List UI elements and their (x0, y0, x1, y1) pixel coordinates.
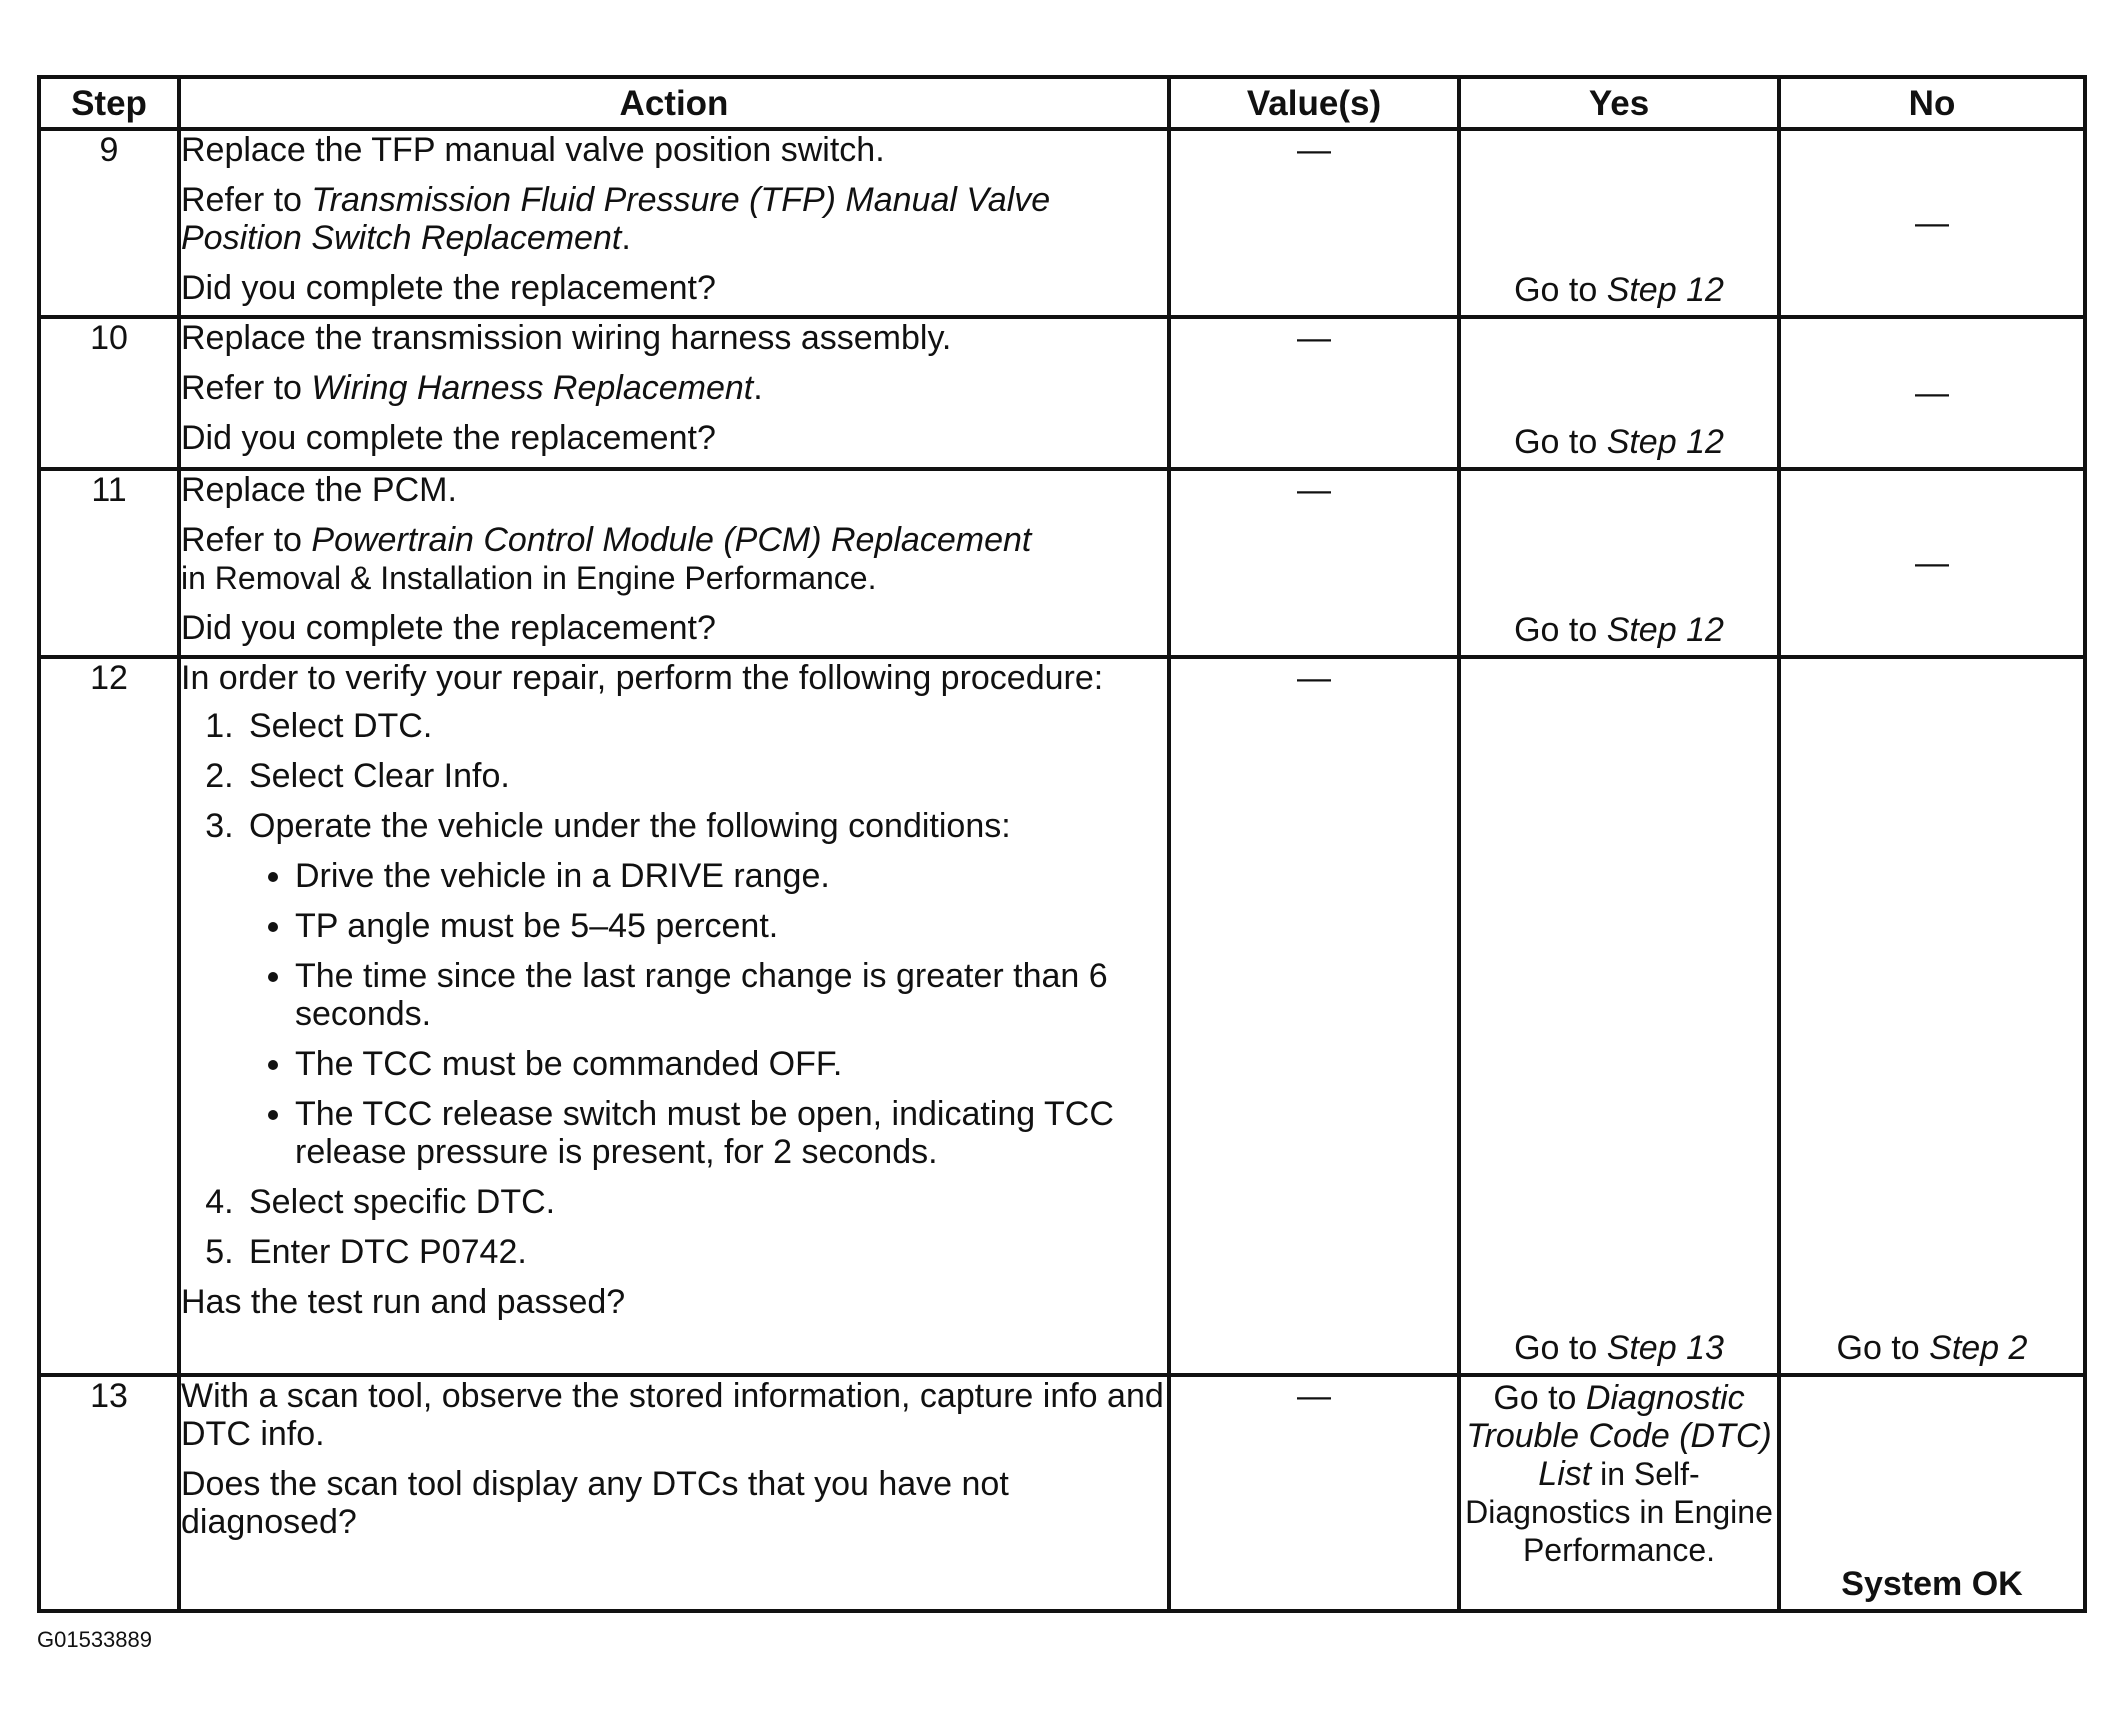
action-question: Did you complete the replacement? (181, 419, 716, 457)
step-row-13 (39, 1375, 2085, 1611)
action-instruction: With a scan tool, observe the stored information, capture info and DTC info. (181, 1377, 1164, 1453)
action-cell (179, 657, 1169, 1375)
value-cell: — (1169, 657, 1459, 1375)
value-cell: — (1169, 317, 1459, 469)
no-cell (1779, 129, 2085, 317)
action-instruction: Replace the TFP manual valve position switch. (181, 131, 885, 169)
goto-step-link: Step 12 (1606, 611, 1724, 649)
reference-location: in Removal & Installation in Engine Performance. (181, 560, 877, 596)
action-cell (179, 469, 1169, 657)
procedure-step (243, 1233, 1167, 1271)
action-question: Has the test run and passed? (181, 1283, 626, 1321)
condition-item: • The time since the last range change is greater than 6 seconds. (295, 957, 1167, 1033)
procedure-step-text: Operate the vehicle under the following conditions: (249, 807, 1011, 845)
action-cell (179, 317, 1169, 469)
goto-prefix: Go to (1514, 1329, 1607, 1367)
yes-goto (1461, 611, 1777, 649)
figure-id: G01533889 (37, 1627, 152, 1652)
action-question: Did you complete the replacement? (181, 609, 716, 647)
action-reference (181, 521, 1167, 559)
refer-suffix: . (621, 219, 631, 257)
conditions-list (249, 857, 1167, 1171)
refer-prefix: Refer to (181, 369, 312, 407)
step-number: 11 (39, 469, 179, 657)
condition-item: • TP angle must be 5–45 percent. (295, 907, 1167, 945)
action-cell (179, 129, 1169, 317)
reference-link-text: Wiring Harness Replacement (311, 369, 754, 407)
procedure-intro: In order to verify your repair, perform the following procedure: (181, 659, 1104, 697)
procedure-step-text: Enter DTC P0742. (249, 1233, 527, 1271)
value-cell: — (1169, 1375, 1459, 1611)
condition-item: • The TCC must be commanded OFF. (295, 1045, 1167, 1083)
goto-step-link: Step 13 (1606, 1329, 1724, 1367)
no-value: — (1915, 374, 1949, 412)
condition-item: • Drive the vehicle in a DRIVE range. (295, 857, 1167, 895)
step-row-12 (39, 657, 2085, 1375)
no-cell (1779, 317, 2085, 469)
action-instruction: Replace the PCM. (181, 471, 457, 509)
step-row-9 (39, 129, 2085, 317)
action-question: Does the scan tool display any DTCs that you have not diagnosed? (181, 1465, 1009, 1541)
goto-prefix: Go to (1514, 423, 1607, 461)
reference-link-text: Transmission Fluid Pressure (TFP) Manual Valve Position Switch Replacement (181, 181, 1051, 257)
procedure-step-text: Select DTC. (249, 707, 433, 745)
procedure-step (243, 707, 1167, 745)
yes-goto (1461, 423, 1777, 461)
condition-item: • The TCC release switch must be open, indicating TCC release pressure is present, for 2 seconds. (295, 1095, 1167, 1171)
no-goto (1781, 1329, 2083, 1367)
refer-prefix: Refer to (181, 521, 312, 559)
yes-cell (1459, 469, 1779, 657)
procedure-step (243, 757, 1167, 795)
goto-prefix: Go to (1836, 1329, 1930, 1367)
action-reference (181, 369, 1167, 407)
procedure-step (243, 1183, 1167, 1221)
action-question: Did you complete the replacement? (181, 269, 716, 307)
yes-cell (1459, 1375, 1779, 1611)
goto-prefix: Go to (1493, 1379, 1586, 1417)
yes-cell (1459, 317, 1779, 469)
procedure-step-text: Select Clear Info. (249, 757, 510, 795)
yes-goto (1461, 1379, 1777, 1569)
no-cell (1779, 1375, 2085, 1611)
step-number: 13 (39, 1375, 179, 1611)
yes-cell (1459, 657, 1779, 1375)
reference-link-text: Powertrain Control Module (PCM) Replacement (311, 521, 1032, 559)
no-cell (1779, 469, 2085, 657)
step-number: 10 (39, 317, 179, 469)
no-value: — (1915, 204, 1949, 242)
header-row (39, 77, 2085, 129)
yes-goto (1461, 271, 1777, 309)
goto-suffix: in Self-Diagnostics in Engine Performance. (1465, 1456, 1773, 1568)
no-cell (1779, 657, 2085, 1375)
action-cell (179, 1375, 1169, 1611)
header-yes: Yes (1459, 77, 1779, 129)
diagnostic-steps-table (37, 75, 2087, 1613)
yes-cell (1459, 129, 1779, 317)
refer-prefix: Refer to (181, 181, 312, 219)
procedure-step-text: Select specific DTC. (249, 1183, 556, 1221)
goto-step-link: Step 2 (1929, 1329, 2028, 1367)
goto-dtc-list-link: Diagnostic Trouble Code (DTC) List (1466, 1379, 1772, 1493)
step-number: 12 (39, 657, 179, 1375)
header-step: Step (39, 77, 179, 129)
step-number: 9 (39, 129, 179, 317)
system-ok-label: System OK (1841, 1565, 2023, 1603)
action-reference (181, 181, 1167, 257)
step-row-10 (39, 317, 2085, 469)
header-action: Action (179, 77, 1169, 129)
goto-step-link: Step 12 (1606, 271, 1724, 309)
value-cell: — (1169, 469, 1459, 657)
goto-prefix: Go to (1514, 611, 1607, 649)
procedure-list (181, 707, 1167, 1271)
value-cell: — (1169, 129, 1459, 317)
header-values: Value(s) (1169, 77, 1459, 129)
no-value: — (1915, 544, 1949, 582)
action-instruction: Replace the transmission wiring harness assembly. (181, 319, 952, 357)
goto-prefix: Go to (1514, 271, 1607, 309)
yes-goto (1461, 1329, 1777, 1367)
step-row-11 (39, 469, 2085, 657)
header-no: No (1779, 77, 2085, 129)
goto-step-link: Step 12 (1606, 423, 1724, 461)
procedure-step (243, 807, 1167, 1171)
refer-suffix: . (753, 369, 763, 407)
